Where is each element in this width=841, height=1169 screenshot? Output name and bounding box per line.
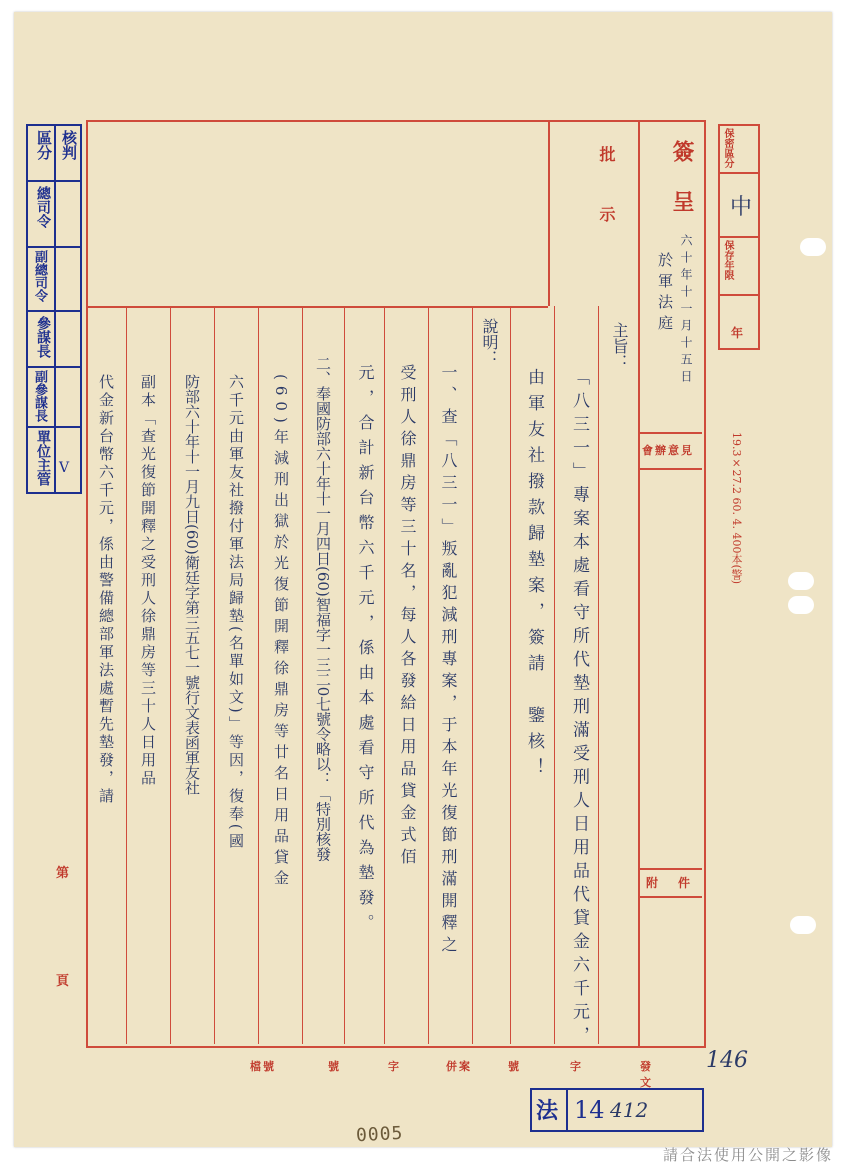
countersign-label: 會辦意見 xyxy=(642,444,694,457)
explain-line-4: 二、奉國防部六十年十一月四日(60)智福字一三二0七號令略以：「特別核發 xyxy=(314,356,332,862)
archive-stamp-handwritten: 412 xyxy=(610,1098,649,1122)
punch-hole xyxy=(788,572,814,590)
label-zi-1: 字 xyxy=(570,1060,581,1073)
subject-line-1: 「八三一」專案本處看守所代墊刑滿受刑人日用品代貸金六千元， xyxy=(569,368,589,1050)
stamp-header-left: 區分 xyxy=(35,130,53,160)
bottom-label-dispatch xyxy=(240,1058,680,1089)
explain-label: 說明： xyxy=(480,318,499,366)
retention-label: 保存年限 xyxy=(722,240,733,280)
document-date: 六十年十一月十五日 xyxy=(679,234,693,387)
page-label-first: 第 xyxy=(56,866,70,881)
subject-label: 主旨： xyxy=(610,322,629,370)
explain-line-5: (60)年減刑出獄於光復節開釋徐鼎房等廿名日用品貸金 xyxy=(272,374,290,891)
label-no-2: 號 xyxy=(328,1060,339,1073)
explain-line-8: 副本「查光復節開釋之受刑人徐鼎房等三十人日用品 xyxy=(139,374,157,788)
reply-label: 批示 xyxy=(597,146,616,266)
label-archive-no: 檔號 xyxy=(250,1060,276,1073)
printer-note: 19.3×27.2 60. 4. 400本(警) xyxy=(730,432,743,585)
secrecy-value: 中 xyxy=(730,195,753,220)
watermark-text: 請合法使用公開之影像 xyxy=(662,1146,833,1164)
handwritten-number: 146 xyxy=(706,1048,748,1073)
approval-stamp xyxy=(26,124,82,494)
label-combined-case: 併案 xyxy=(446,1060,472,1073)
explain-line-9: 代金新台幣六千元，係由警備總部軍法處暫先墊發，請 xyxy=(97,374,115,806)
retention-unit: 年 xyxy=(731,326,744,340)
archive-stamp-prefix: 法 xyxy=(536,1098,559,1124)
stamp-row-commander: 總司令 xyxy=(35,186,51,228)
punch-hole xyxy=(788,596,814,614)
secrecy-label: 保密區分 xyxy=(722,128,733,168)
punch-hole xyxy=(790,916,816,934)
label-zi-2: 字 xyxy=(388,1060,399,1073)
explain-line-1: 一、查「八三一」叛亂犯減刑專案，于本年光復節刑滿開釋之 xyxy=(439,364,458,958)
punch-hole xyxy=(800,238,826,256)
secrecy-box xyxy=(718,124,760,350)
stamp-row-deputy-chief: 副參謀長 xyxy=(32,370,47,422)
subject-line-2: 由軍友社撥款歸墊案，簽請 鑒核！ xyxy=(524,368,544,784)
stamp-row-chief-of-staff: 參謀長 xyxy=(35,316,51,358)
archive-stamp-number: 14 xyxy=(574,1096,605,1124)
stamp-row-deputy-commander: 副總司令 xyxy=(32,250,47,302)
explain-line-3: 元，合計新台幣六千元，係由本處看守所代為墊發。 xyxy=(356,364,375,939)
document-paper xyxy=(14,12,832,1147)
attachment-label: 附件 xyxy=(646,876,711,890)
document-from: 於軍法庭 xyxy=(656,252,674,336)
explain-line-6: 六千元由軍友社撥付軍法局歸墊(名單如文)」等因，復奉(國 xyxy=(227,374,245,851)
form-title: 簽呈 xyxy=(669,140,695,240)
page-number: 0005 xyxy=(355,1122,404,1147)
explain-line-7: 防部六十年十一月九日(60)衛廷字第三五七一號行文表函軍友社 xyxy=(183,374,201,795)
label-dispatch: 發文 xyxy=(640,1060,663,1089)
archive-stamp xyxy=(530,1088,704,1132)
page-label-last: 頁 xyxy=(56,974,70,989)
stamp-row-unit-head: 單位主管 xyxy=(35,430,51,486)
explain-line-2: 受刑人徐鼎房等三十名，每人各發給日用品貸金式佰 xyxy=(398,364,417,870)
label-no-1: 號 xyxy=(508,1060,519,1073)
stamp-checkmark: V xyxy=(59,460,70,476)
stamp-header-right: 核判 xyxy=(60,130,78,160)
